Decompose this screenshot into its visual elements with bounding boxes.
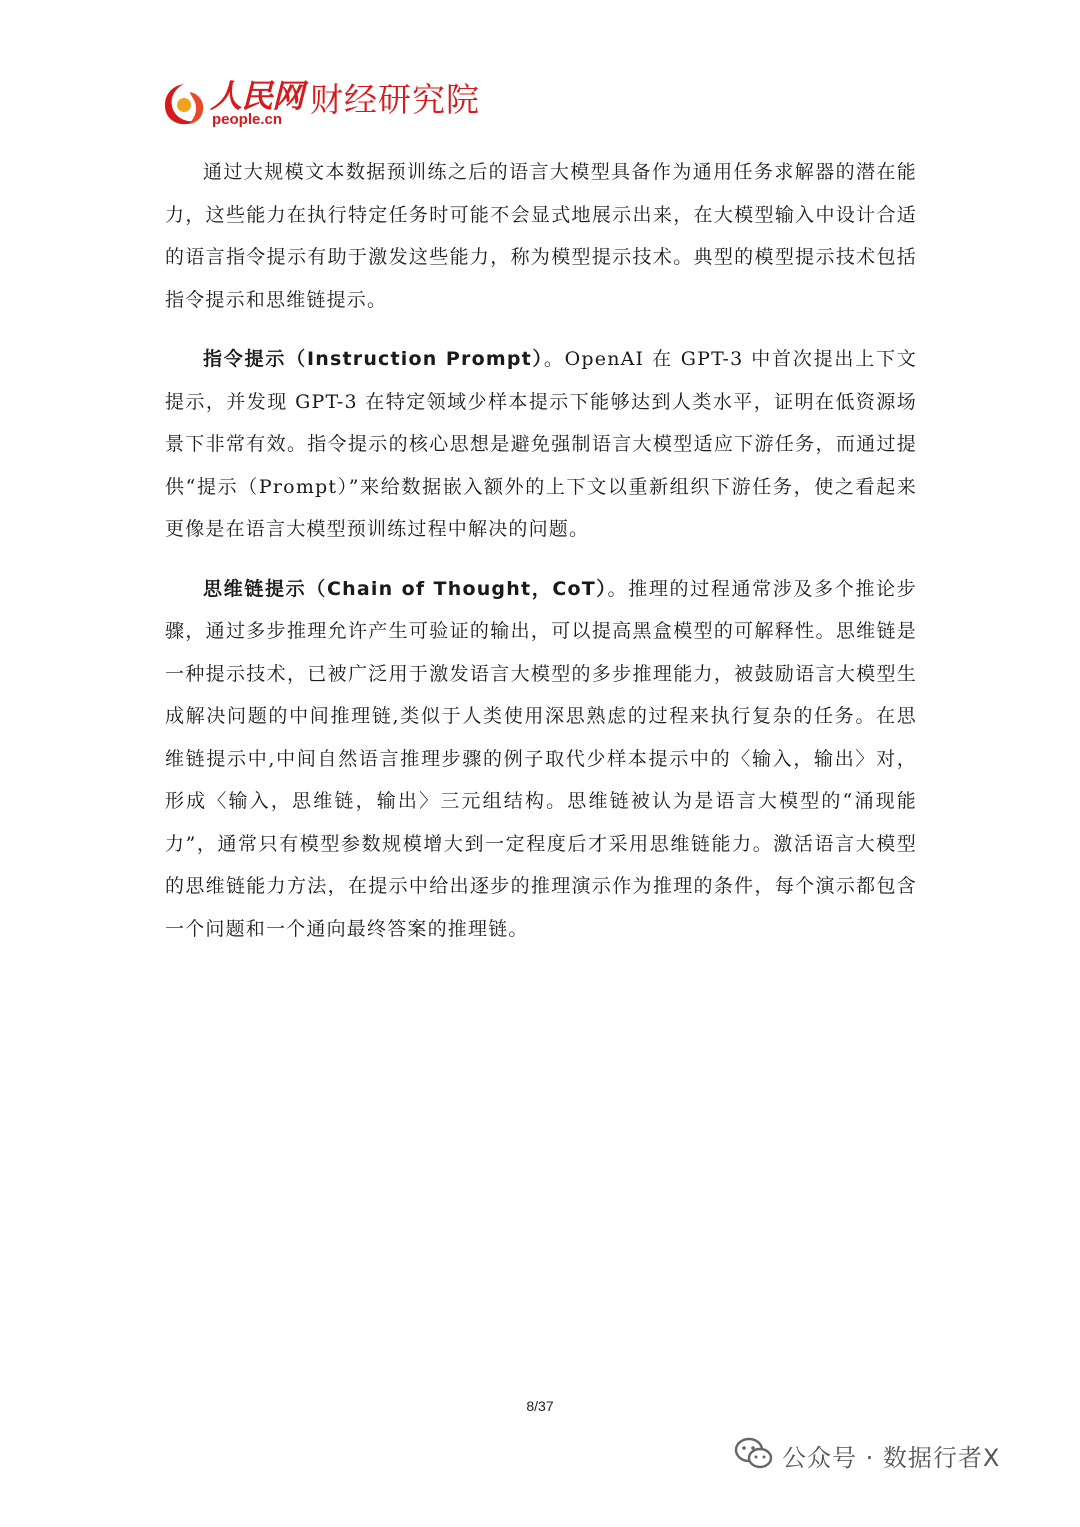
paragraph-intro [165, 151, 917, 321]
logo-chinese-name: 人民网 [210, 77, 304, 115]
paragraph-text: 通过大规模文本数据预训练之后的语言大模型具备作为通用任务求解器的潜在能力，这些能力在执行特定任务时可能不会显式地展示出来，在大模型输入中设计合适的语言指令提示有助于激发这些能力，称为模型提示技术。典型的模型提示技术包括指令提示和思维链提示。 [165, 161, 917, 311]
paragraph-lead: 指令提示（Instruction Prompt） [203, 348, 544, 370]
paragraph-chain-of-thought [165, 568, 917, 951]
page-number: 8/37 [526, 1398, 554, 1414]
institute-name: 财经研究院 [310, 80, 480, 119]
paragraph-lead: 思维链提示（Chain of Thought，CoT） [203, 577, 608, 600]
paragraph-instruction-prompt [165, 338, 917, 551]
header-logo [160, 78, 560, 134]
logo-domain: people.cn [212, 111, 283, 128]
watermark [734, 1432, 1064, 1476]
paragraph-text: 。推理的过程通常涉及多个推论步骤，通过多步推理允许产生可验证的输出，可以提高黑盒模型的可解释性。思维链是一种提示技术，已被广泛用于激发语言大模型的多步推理能力，被鼓励语言大模型生成解决问题的中间推理链,类似于人类使用深思熟虑的过程来执行复杂的任务。在思维链提示中,中间自然语言推理步骤的例子取代少样本提示中的〈输入，输出〉对，形成〈输入，思维链，输出〉三元组结构。思维链被认为是语言大模型的“涌现能力”，通常只有模型参数规模增大到一定程度后才采用思维链能力。激活语言大模型的思维链能力方法，在提示中给出逐步的推理演示作为推理的条件，每个演示都包含一个问题和一个通向最终答案的推理链。 [165, 577, 917, 940]
document-body [165, 151, 917, 950]
people-logo-icon [160, 80, 212, 128]
watermark-text: 公众号 · 数据行者X [782, 1444, 1001, 1472]
paragraph-text: 。OpenAI 在 GPT-3 中首次提出上下文提示，并发现 GPT-3 在特定领域少样本提示下能够达到人类水平，证明在低资源场景下非常有效。指令提示的核心思想是避免强制语言大模型适应下游任务，而通过提供“提示（Prompt）”来给数据嵌入额外的上下文以重新组织下游任务，使之看起来更像是在语言大模型预训练过程中解决的问题。 [165, 348, 917, 540]
wechat-icon [734, 1436, 774, 1472]
